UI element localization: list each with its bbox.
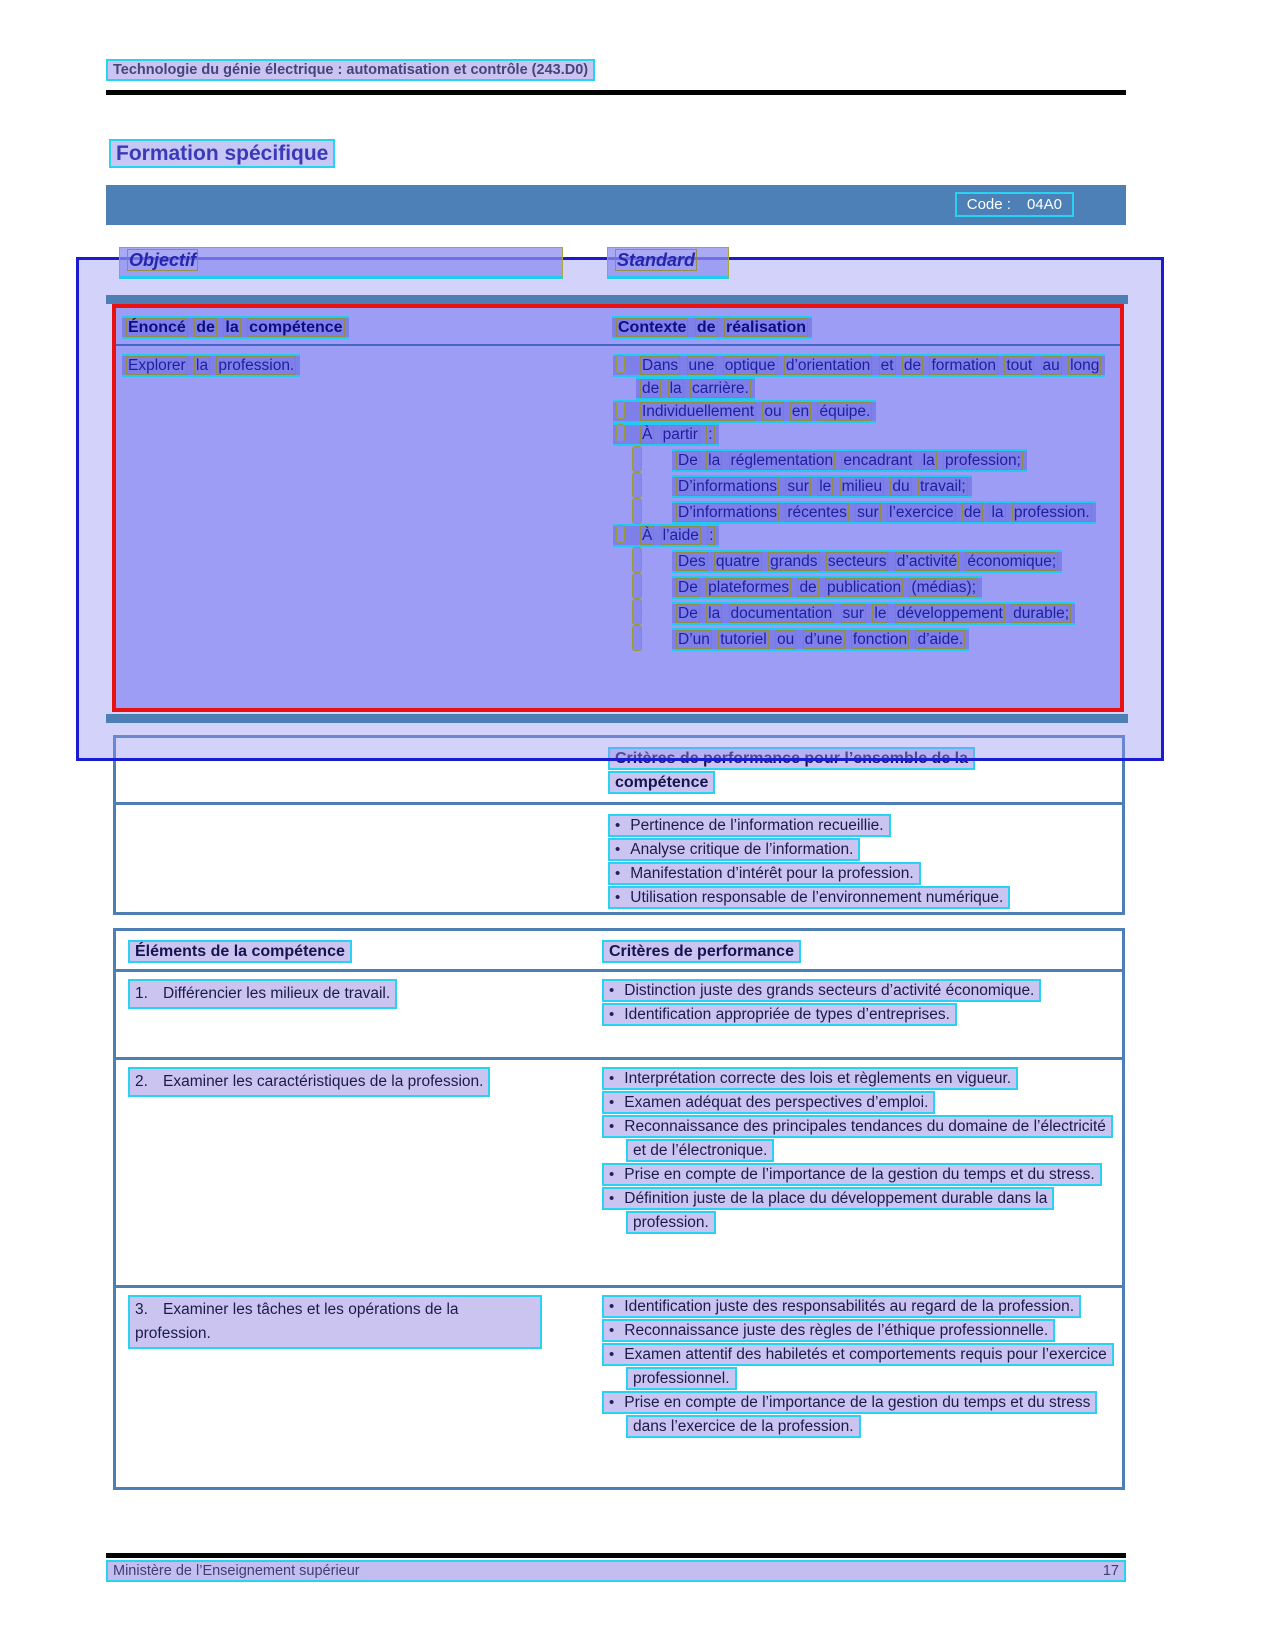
code-value: Code : 04A0 bbox=[955, 192, 1074, 217]
dash-icon bbox=[632, 573, 642, 599]
bullet-icon: • bbox=[609, 982, 615, 999]
bullet-icon: • bbox=[609, 1298, 615, 1315]
list-item: • Pertinence de l’information recueillie. bbox=[608, 814, 1113, 838]
page-footer bbox=[106, 1560, 1126, 1582]
criteria-cell bbox=[602, 1067, 1107, 1279]
list-item: • Reconnaissance juste des règles de l’éthique professionnelle. bbox=[602, 1319, 1107, 1343]
list-item: • Prise en compte de l’importance de la gestion du temps et du stress dans l’exercice de la profession. bbox=[602, 1391, 1107, 1439]
bullet-icon: • bbox=[615, 841, 621, 858]
bullet-icon: • bbox=[609, 1094, 615, 1111]
list-item: Individuellement ou en équipe. bbox=[606, 400, 1120, 423]
bullet-icon bbox=[616, 525, 625, 543]
list-item: À l’aide : bbox=[606, 524, 1120, 547]
bullet-icon: • bbox=[609, 1346, 615, 1363]
ensemble-criteria-list bbox=[608, 805, 1113, 910]
table-row bbox=[116, 1285, 1122, 1483]
list-item: • Examen adéquat des perspectives d’emploi. bbox=[602, 1091, 1107, 1115]
row-number: 3. bbox=[135, 1301, 148, 1318]
enonce-cell: Explorer la profession. bbox=[116, 354, 606, 651]
list-item: • Interprétation correcte des lois et règlements en vigueur. bbox=[602, 1067, 1107, 1091]
table-row bbox=[116, 972, 1122, 1057]
table-bottom-border bbox=[106, 714, 1128, 723]
objectif-label: Objectif bbox=[119, 247, 563, 279]
page-title: Formation spécifique bbox=[109, 142, 335, 166]
competence-table bbox=[112, 304, 1124, 712]
row-number: 2. bbox=[135, 1073, 148, 1090]
list-item: • Définition juste de la place du développement durable dans la profession. bbox=[602, 1187, 1107, 1235]
header-rule bbox=[106, 90, 1126, 95]
criteres-header-cell: Critères de performance bbox=[602, 940, 1112, 964]
list-item: De la réglementation encadrant la profession; bbox=[606, 446, 1120, 472]
list-item: • Identification appropriée de types d’entreprises. bbox=[602, 1003, 1107, 1027]
elements-header-cell: Éléments de la compétence bbox=[128, 940, 602, 964]
running-header bbox=[106, 62, 595, 78]
dash-icon bbox=[632, 472, 642, 498]
annotation-overlay-box bbox=[76, 250, 1164, 761]
list-item: • Manifestation d’intérêt pour la profession. bbox=[608, 862, 1113, 886]
list-item: À partir : bbox=[606, 423, 1120, 446]
list-item: Des quatre grands secteurs d’activité économique; bbox=[606, 547, 1120, 573]
elements-table bbox=[113, 928, 1125, 1490]
dash-icon bbox=[632, 625, 642, 651]
list-item: De la documentation sur le développement durable; bbox=[606, 599, 1120, 625]
bullet-icon: • bbox=[615, 865, 621, 882]
list-item: • Prise en compte de l’importance de la gestion du temps et du stress. bbox=[602, 1163, 1107, 1187]
footer-rule bbox=[106, 1553, 1126, 1558]
table-top-border bbox=[106, 295, 1128, 304]
bullet-icon: • bbox=[609, 1166, 615, 1183]
competence-table-header bbox=[116, 308, 1120, 346]
standard-label: Standard bbox=[607, 247, 729, 279]
list-item: • Examen attentif des habiletés et comportements requis pour l’exercice professionnel. bbox=[602, 1343, 1107, 1391]
dash-icon bbox=[632, 446, 642, 472]
bullet-icon bbox=[616, 424, 625, 442]
list-item: D’informations récentes sur l’exercice de la profession. bbox=[606, 498, 1120, 524]
bullet-icon: • bbox=[609, 1006, 615, 1023]
list-item: De plateformes de publication (médias); bbox=[606, 573, 1120, 599]
list-item: D’informations sur le milieu du travail; bbox=[606, 472, 1120, 498]
list-item: Dans une optique d’orientation et de formation tout au long de la carrière. bbox=[606, 354, 1120, 400]
element-cell: 1. Différencier les milieux de travail. bbox=[128, 979, 602, 1051]
contexte-cell bbox=[606, 354, 1120, 651]
bullet-icon: • bbox=[609, 1118, 615, 1135]
element-cell: 3. Examiner les tâches et les opérations de la profession. bbox=[128, 1295, 602, 1477]
element-cell: 2. Examiner les caractéristiques de la profession. bbox=[128, 1067, 602, 1279]
list-item: • Identification juste des responsabilités au regard de la profession. bbox=[602, 1295, 1107, 1319]
list-item: • Reconnaissance des principales tendances du domaine de l’électricité et de l’électronique. bbox=[602, 1115, 1107, 1163]
ensemble-criteria-header: Critères de performance pour l’ensemble de la compétence bbox=[608, 738, 1068, 799]
bullet-icon: • bbox=[615, 817, 621, 834]
bullet-icon bbox=[616, 355, 625, 373]
competence-table-body bbox=[116, 346, 1120, 651]
list-item: • Distinction juste des grands secteurs d’activité économique. bbox=[602, 979, 1107, 1003]
footer-ministry: Ministère de l’Enseignement supérieur bbox=[113, 1563, 360, 1579]
bullet-icon: • bbox=[609, 1394, 615, 1411]
table-row bbox=[116, 1057, 1122, 1285]
criteria-cell bbox=[602, 979, 1107, 1051]
elements-table-header bbox=[116, 931, 1122, 972]
criteria-cell bbox=[602, 1295, 1107, 1477]
bullet-icon: • bbox=[609, 1322, 615, 1339]
running-header-text: Technologie du génie électrique : automatisation et contrôle (243.D0) bbox=[106, 59, 595, 81]
list-item: • Utilisation responsable de l’environnement numérique. bbox=[608, 886, 1113, 910]
bullet-icon: • bbox=[615, 889, 621, 906]
contexte-header-cell: Contexte de réalisation bbox=[612, 316, 1114, 339]
dash-icon bbox=[632, 547, 642, 573]
dash-icon bbox=[632, 599, 642, 625]
list-item: D’un tutoriel ou d’une fonction d’aide. bbox=[606, 625, 1120, 651]
bullet-icon bbox=[616, 401, 625, 419]
bullet-icon: • bbox=[609, 1190, 615, 1207]
enonce-header-cell: Énoncé de la compétence bbox=[122, 316, 612, 339]
row-number: 1. bbox=[135, 985, 148, 1002]
bullet-icon: • bbox=[609, 1070, 615, 1087]
page-number: 17 bbox=[1102, 1563, 1119, 1579]
ensemble-criteria-table bbox=[113, 735, 1125, 915]
code-bar bbox=[106, 185, 1126, 225]
list-item: • Analyse critique de l’information. bbox=[608, 838, 1113, 862]
dash-icon bbox=[632, 498, 642, 524]
